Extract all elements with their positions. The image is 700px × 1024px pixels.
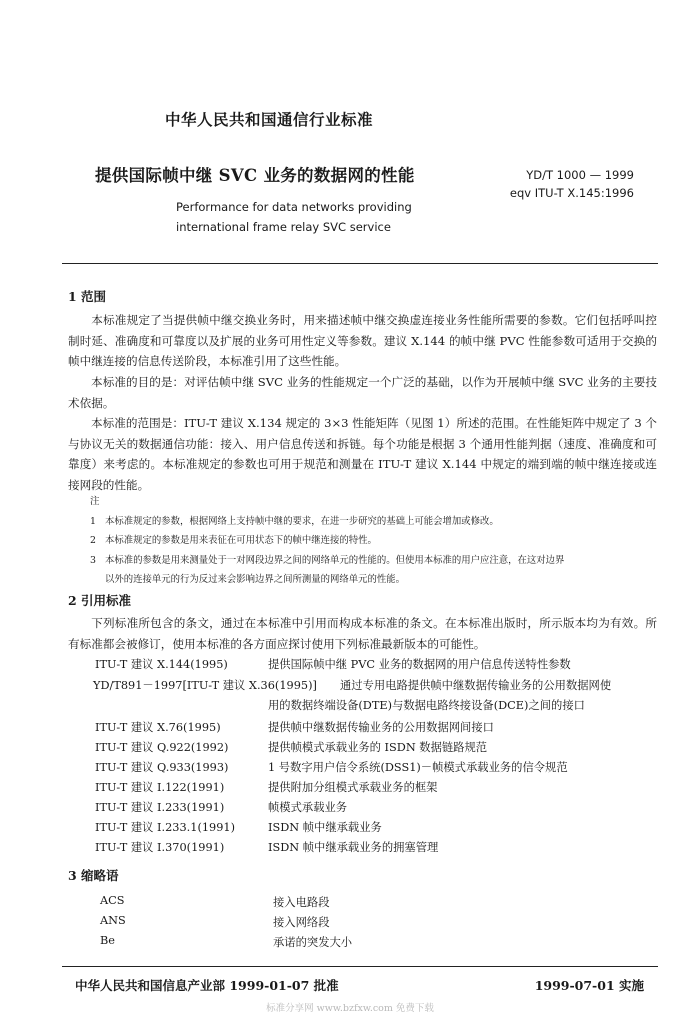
reference-title-continuation: 用的数据终端设备(DTE)与数据电路终接设备(DCE)之间的接口: [268, 699, 585, 712]
references-intro: 下列标准所包含的条文，通过在本标准中引用而构成本标准的条文。在本标准出版时，所示版本均为有效。所有标准都会被修订，使用本标准的各方面应探讨使用下列标准最新版本的可能性。: [68, 616, 657, 651]
reference-title: ISDN 帧中继承载业务的拥塞管理: [268, 841, 439, 854]
abbreviation-meaning: 承诺的突发大小: [273, 936, 353, 949]
implementation-date: 1999-07-01 实施: [534, 978, 644, 993]
scope-paragraph-3: 本标准的范围是：ITU-T 建议 X.134 规定的 3×3 性能矩阵（见图 1）所述的范围。在性能矩阵中规定了 3 个与协议无关的数据通信功能：接入、用户信息传送和拆链。每个功能是根据 3 个通用性能判据（速度、准确度和可靠度）来考虑的。本标准规定的参数也可用于规范和测量在 ITU-T 建议 X.144 中规定的端到端的帧中继连接或连接网段的性能。: [68, 416, 657, 492]
reference-code: ITU-T 建议 Q.933(1993): [95, 761, 229, 774]
footer-divider: [62, 966, 658, 967]
reference-title: 提供帧模式承载业务的 ISDN 数据链路规范: [268, 741, 488, 754]
reference-code: ITU-T 建议 I.233(1991): [95, 801, 225, 814]
reference-code: ITU-T 建议 I.122(1991): [95, 781, 225, 794]
header-divider: [62, 263, 658, 264]
reference-code: ITU-T 建议 I.233.1(1991): [95, 821, 236, 834]
reference-title: 1 号数字用户信令系统(DSS1)－帧模式承载业务的信令规范: [268, 761, 568, 774]
abbreviation-code: ANS: [100, 914, 126, 927]
note-item-continuation: 以外的连接单元的行为反过来会影响边界之间所测量的网络单元的性能。: [105, 574, 406, 585]
notes-label: 注: [90, 496, 100, 507]
reference-title: 帧模式承载业务: [268, 801, 348, 814]
reference-title: 提供国际帧中继 PVC 业务的数据网的用户信息传送特性参数: [268, 658, 571, 671]
notes-block: [90, 492, 564, 590]
reference-code: ITU-T 建议 Q.922(1992): [95, 741, 229, 754]
reference-title: ISDN 帧中继承载业务: [268, 821, 382, 834]
scope-paragraph-1: 本标准规定了当提供帧中继交换业务时，用来描述帧中继交换虚连接业务性能所需要的参数。它们包括呼叫控制时延、准确度和可靠度以及扩展的业务可用性定义等参数。建议 X.144 的帧中继 PVC 性能参数可适用于交换的帧中继连接的信息传送阶段，本标准引用了这些性能。: [68, 313, 657, 368]
standard-equivalence: eqv ITU-T X.145:1996: [509, 186, 634, 200]
reference-title: 提供帧中继数据传输业务的公用数据网间接口: [268, 721, 494, 734]
org-title: 中华人民共和国通信行业标准: [165, 110, 374, 129]
english-title-line-1: Performance for data networks providing: [176, 200, 412, 214]
reference-code: ITU-T 建议 I.370(1991): [95, 841, 225, 854]
reference-title: 通过专用电路提供帧中继数据传输业务的公用数据网使: [340, 679, 612, 692]
scope-paragraph-2: 本标准的目的是：对评估帧中继 SVC 业务的性能规定一个广泛的基础，以作为开展帧中继 SVC 业务的主要技术依据。: [68, 375, 657, 410]
section-heading-references: 2 引用标准: [68, 593, 132, 608]
approval-statement: 中华人民共和国信息产业部 1999-01-07 批准: [75, 978, 339, 993]
note-item: 2 本标准规定的参数是用来表征在可用状态下的帧中继连接的特性。: [90, 535, 377, 546]
abbreviation-meaning: 接入网络段: [273, 916, 330, 929]
abbreviation-code: ACS: [100, 894, 125, 907]
note-item: 1 本标准规定的参数，根据网络上支持帧中继的要求，在进一步研究的基础上可能会增加或修改。: [90, 515, 499, 527]
standard-number: YD/T 1000 — 1999: [526, 168, 634, 182]
abbreviation-code: Be: [100, 934, 115, 947]
section-heading-scope: 1 范围: [68, 289, 107, 304]
section-heading-abbreviations: 3 缩略语: [68, 868, 119, 883]
abbreviation-meaning: 接入电路段: [273, 896, 330, 909]
reference-code: ITU-T 建议 X.144(1995): [95, 658, 228, 671]
watermark-text: 标准分享网 www.bzfxw.com 免费下载: [266, 1003, 434, 1014]
reference-code: YD/T891－1997[ITU-T 建议 X.36(1995)]: [93, 679, 317, 692]
english-title-line-2: international frame relay SVC service: [176, 220, 391, 234]
note-item: 3 本标准的参数是用来测量处于一对网段边界之间的网络单元的性能的。但使用本标准的用户应注意，在这对边界: [90, 554, 565, 566]
document-title: 提供国际帧中继 SVC 业务的数据网的性能: [95, 166, 415, 185]
reference-title: 提供附加分组模式承载业务的框架: [268, 781, 438, 794]
reference-code: ITU-T 建议 X.76(1995): [95, 721, 221, 734]
